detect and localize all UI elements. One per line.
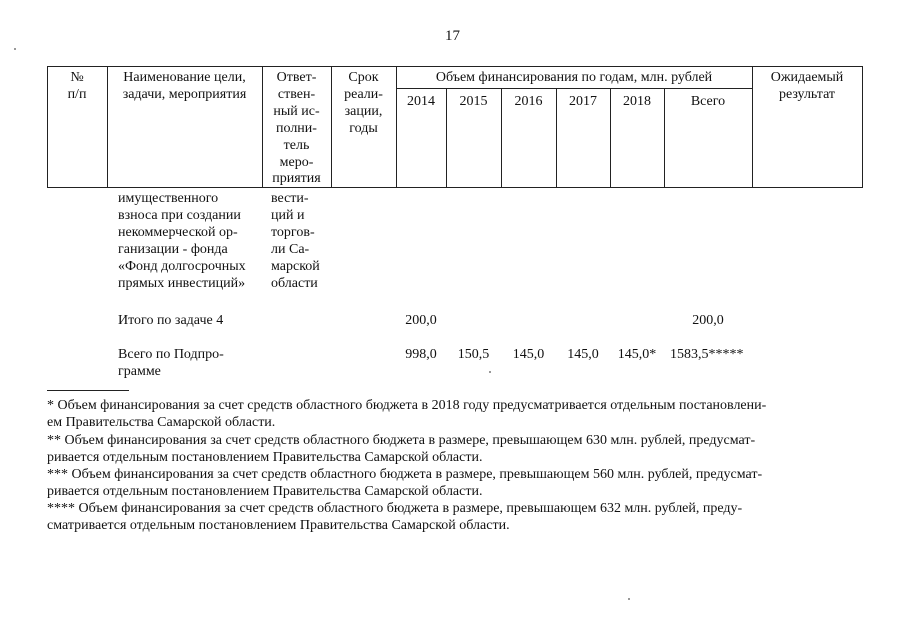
row-value-2016: 145,0 [512, 347, 545, 362]
row-value-total: 1583,5***** [670, 347, 744, 362]
footnote-line: * Объем финансирования за счет средств областного бюджета в 2018 году предусматривается отдельным постановлени- [47, 398, 767, 413]
continuation-name-line: имущественного [118, 191, 219, 206]
continuation-responsible-line: марской [271, 259, 320, 274]
footnote [47, 466, 859, 500]
footnote [47, 432, 859, 466]
row-value-2015: 150,5 [457, 347, 490, 362]
footnote-divider [47, 390, 129, 391]
continuation-responsible-line: области [271, 276, 318, 291]
header-year-2017: 2017 [569, 94, 597, 109]
header-funding: Объем финансирования по годам, млн. рублей [435, 70, 713, 85]
continuation-name-line: ганизации - фонда [118, 242, 228, 257]
header-responsible-line6: меро- [279, 155, 314, 170]
continuation-name-line: «Фонд долгосрочных [118, 259, 246, 274]
continuation-responsible-line: ций и [271, 208, 305, 223]
header-num-line1: № [70, 70, 84, 85]
row-value-total: 200,0 [692, 313, 724, 328]
row-value-2014: 200,0 [405, 313, 437, 328]
header-responsible-line5: тель [283, 138, 310, 153]
footnote-line: *** Объем финансирования за счет средств областного бюджета в размере, превышающем 560 млн. рублей, предусмат- [47, 467, 763, 482]
header-term-line1: Срок [348, 70, 379, 85]
row-label: Всего по Подпро- [118, 347, 224, 362]
header-term-line3: зации, [344, 104, 383, 119]
header-responsible-line4: полни- [276, 121, 317, 136]
header-responsible-line1: Ответ- [276, 70, 317, 85]
footnote-line: ** Объем финансирования за счет средств областного бюджета в размере, превышающем 630 млн. рублей, предусмат- [47, 433, 756, 448]
continuation-responsible-line: торгов- [271, 225, 315, 240]
header-year-2016: 2016 [514, 94, 543, 109]
row-label: грамме [118, 364, 161, 379]
header-responsible-line2: ствен- [277, 87, 316, 102]
row-label: Итого по задаче 4 [118, 313, 224, 328]
footnote-line: ривается отдельным постановлением Правительства Самарской области. [47, 450, 483, 465]
header-total: Всего [690, 94, 726, 109]
page-number: 17 [445, 28, 460, 44]
header-year-2014: 2014 [407, 94, 435, 109]
row-value-2018: 145,0* [617, 347, 657, 362]
header-result-line1: Ожидаемый [770, 70, 844, 85]
header-name-line2: задачи, мероприятия [122, 87, 247, 102]
footnote-line: **** Объем финансирования за счет средств областного бюджета в размере, превышающем 632 млн. рублей, преду- [47, 501, 743, 516]
scan-speck [628, 598, 630, 600]
row-value-2014: 998,0 [405, 347, 437, 362]
continuation-name-line: взноса при создании [118, 208, 241, 223]
header-year-2015: 2015 [459, 94, 488, 109]
header-responsible-line3: ный ис- [273, 104, 320, 119]
scan-speck [14, 48, 16, 50]
footnote-line: ривается отдельным постановлением Правительства Самарской области. [47, 484, 483, 499]
row-value-2017: 145,0 [567, 347, 599, 362]
header-name-line1: Наименование цели, [123, 70, 246, 85]
header-result-line2: результат [778, 87, 836, 102]
continuation-responsible-line: ли Са- [271, 242, 310, 257]
header-num-line2: п/п [67, 87, 87, 102]
header-term-line4: годы [349, 121, 378, 136]
footnote [47, 397, 859, 431]
continuation-name-line: некоммерческой ор- [118, 225, 238, 240]
footnote [47, 500, 859, 534]
continuation-name-line: прямых инвестиций» [118, 276, 246, 291]
header-year-2018: 2018 [623, 94, 651, 109]
continuation-responsible-line: вести- [271, 191, 309, 206]
header-term-line2: реали- [344, 87, 383, 102]
scan-speck [489, 371, 491, 373]
footnote-line: ем Правительства Самарской области. [47, 415, 276, 430]
footnote-line: сматривается отдельным постановлением Правительства Самарской области. [47, 518, 510, 533]
header-responsible-line7: приятия [272, 171, 321, 186]
